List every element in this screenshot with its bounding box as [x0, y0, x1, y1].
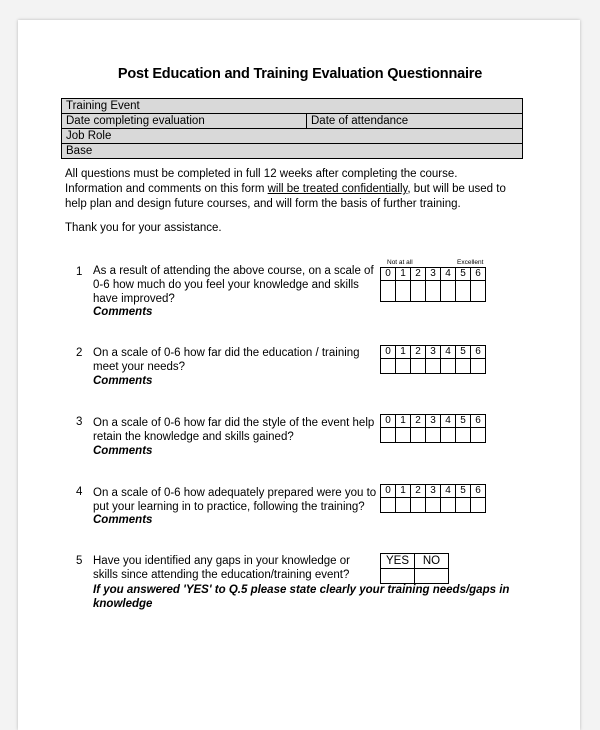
- job-role-field[interactable]: Job Role: [62, 129, 523, 144]
- question-text: On a scale of 0-6 how adequately prepared were you to put your learning in to practice, following the training?: [93, 487, 377, 513]
- no-label: NO: [415, 554, 449, 569]
- rating-box[interactable]: [396, 359, 411, 374]
- rating-box[interactable]: [456, 428, 471, 443]
- question-number: 1: [76, 266, 83, 278]
- rating-box[interactable]: [456, 281, 471, 302]
- rating-box[interactable]: [396, 498, 411, 513]
- scale-value: 1: [396, 415, 411, 428]
- yes-no-table: [380, 553, 449, 584]
- scale-value: 6: [471, 346, 486, 359]
- scale-value: 1: [396, 346, 411, 359]
- question-number: 4: [76, 486, 83, 498]
- scale-value: 2: [411, 415, 426, 428]
- intro-line-3: help plan and design future courses, and will form the basis of further training.: [65, 198, 461, 210]
- rating-box[interactable]: [396, 281, 411, 302]
- scale-value: 6: [471, 485, 486, 498]
- rating-box[interactable]: [441, 498, 456, 513]
- confidential-underline: will be treated confidentially: [267, 183, 408, 195]
- scale-value: 2: [411, 346, 426, 359]
- rating-box[interactable]: [426, 498, 441, 513]
- rating-box[interactable]: [471, 281, 486, 302]
- scale-value: 6: [471, 268, 486, 281]
- scale-value: 5: [456, 346, 471, 359]
- rating-scale-q2: [380, 345, 486, 374]
- rating-box[interactable]: [441, 281, 456, 302]
- scale-value: 5: [456, 485, 471, 498]
- rating-box[interactable]: [396, 428, 411, 443]
- question-text: On a scale of 0-6 how far did the style of the event help retain the knowledge and skills gained?: [93, 417, 375, 443]
- rating-box[interactable]: [411, 281, 426, 302]
- date-completing-field[interactable]: Date completing evaluation: [62, 114, 307, 129]
- scale-value: 5: [456, 268, 471, 281]
- rating-box[interactable]: [411, 359, 426, 374]
- scale-label-high: Excellent: [457, 259, 484, 266]
- scale-value: 2: [411, 268, 426, 281]
- rating-box[interactable]: [471, 498, 486, 513]
- rating-scale-q1: [380, 267, 486, 302]
- rating-scale-q3: [380, 414, 486, 443]
- scale-value: 3: [426, 485, 441, 498]
- rating-box[interactable]: [456, 359, 471, 374]
- rating-scale-q4: [380, 484, 486, 513]
- scale-value: 4: [441, 346, 456, 359]
- scale-value: 2: [411, 485, 426, 498]
- scale-value: 6: [471, 415, 486, 428]
- rating-box[interactable]: [381, 498, 396, 513]
- scale-value: 3: [426, 268, 441, 281]
- training-event-field[interactable]: Training Event: [62, 99, 523, 114]
- yes-label: YES: [381, 554, 415, 569]
- base-field[interactable]: Base: [62, 144, 523, 159]
- scale-label-low: Not at all: [387, 259, 413, 266]
- scale-value: 1: [396, 268, 411, 281]
- rating-box[interactable]: [471, 359, 486, 374]
- thanks-text: Thank you for your assistance.: [65, 222, 222, 234]
- rating-box[interactable]: [411, 498, 426, 513]
- intro-line-2a: Information and comments on this form: [65, 183, 268, 195]
- rating-box[interactable]: [426, 428, 441, 443]
- scale-value: 4: [441, 485, 456, 498]
- rating-box[interactable]: [381, 428, 396, 443]
- rating-box[interactable]: [456, 498, 471, 513]
- scale-value: 3: [426, 346, 441, 359]
- comments-label: Comments: [93, 375, 153, 387]
- rating-box[interactable]: [411, 428, 426, 443]
- comments-label: Comments: [93, 514, 153, 526]
- date-attendance-field[interactable]: Date of attendance: [307, 114, 523, 129]
- scale-value: 5: [456, 415, 471, 428]
- question-number: 5: [76, 555, 83, 567]
- question-number: 2: [76, 347, 83, 359]
- rating-box[interactable]: [441, 359, 456, 374]
- q5-followup-note: If you answered 'YES' to Q.5 please state clearly your training needs/gaps in knowledge: [93, 584, 510, 610]
- scale-value: 0: [381, 415, 396, 428]
- intro-line-2: [65, 182, 525, 197]
- no-checkbox[interactable]: [415, 569, 449, 584]
- rating-box[interactable]: [426, 359, 441, 374]
- rating-box[interactable]: [441, 428, 456, 443]
- intro-line-2c: , but will be used to: [407, 183, 506, 195]
- rating-box[interactable]: [471, 428, 486, 443]
- question-text: On a scale of 0-6 how far did the education / training meet your needs?: [93, 347, 360, 373]
- info-table: [61, 98, 523, 159]
- question-number: 3: [76, 416, 83, 428]
- rating-box[interactable]: [381, 281, 396, 302]
- scale-value: 0: [381, 346, 396, 359]
- scale-value: 0: [381, 268, 396, 281]
- intro-line-1: All questions must be completed in full 12 weeks after completing the course.: [65, 168, 458, 180]
- scale-value: 0: [381, 485, 396, 498]
- comments-label: Comments: [93, 306, 153, 318]
- question-text: As a result of attending the above course, on a scale of 0-6 how much do you feel your knowledge and skills have improved?: [93, 265, 374, 305]
- comments-label: Comments: [93, 445, 153, 457]
- scale-value: 3: [426, 415, 441, 428]
- page-title: Post Education and Training Evaluation Questionnaire: [117, 66, 483, 82]
- question-text: Have you identified any gaps in your knowledge or skills since attending the education/training event?: [93, 555, 350, 581]
- intro-text: [65, 167, 525, 212]
- scale-value: 4: [441, 415, 456, 428]
- yes-checkbox[interactable]: [381, 569, 415, 584]
- scale-value: 4: [441, 268, 456, 281]
- rating-box[interactable]: [381, 359, 396, 374]
- scale-value: 1: [396, 485, 411, 498]
- rating-box[interactable]: [426, 281, 441, 302]
